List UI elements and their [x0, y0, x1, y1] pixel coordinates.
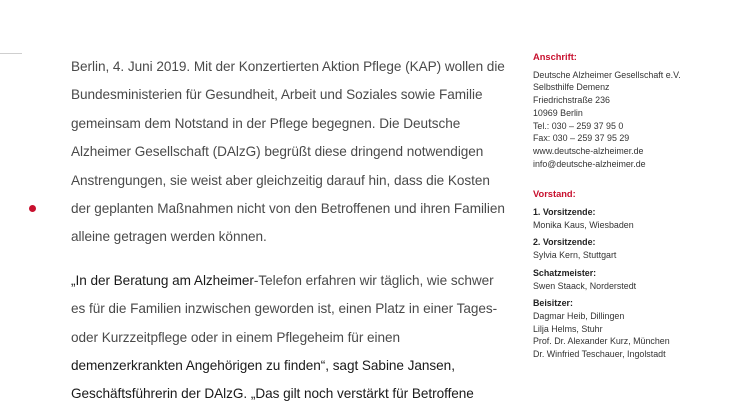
paragraph-quote [71, 267, 511, 409]
chair2-label: 2. Vorsitzende: [533, 237, 596, 248]
address-line: Deutsche Alzheimer Gesellschaft e.V. [533, 69, 681, 80]
website-link[interactable]: www.deutsche-alzheimer.de [533, 145, 644, 156]
assessors-label: Beisitzer: [533, 298, 573, 309]
treasurer-label: Schatzmeister: [533, 267, 597, 278]
quote-part-b: -Telefon erfahren wir täglich, wie schwer es für die Familien inzwischen geworden ist, einen Platz in einer Tages- oder Kurzzeitpflege oder in einem Pflegeheim für einen [71, 272, 498, 345]
contact-sidebar [533, 51, 743, 361]
address-heading: Anschrift: [533, 52, 577, 62]
paragraph-intro: Berlin, 4. Juni 2019. Mit der Konzertierten Aktion Pflege (KAP) wollen die Bundesministerien für Gesundheit, Arbeit und Soziales sowie Familie gemeinsam dem Notstand in der Pflege begegnen. Die Deutsche Alzheimer Gesellschaft (DAlzG) begrüßt diese dringend notwendigen Anstrengungen, sie weist aber gleichzeitig darauf hin, dass die Kosten der geplanten Maßnahmen nicht von den Betroffenen und ihren Familien alleine getragen werden können. [71, 59, 505, 245]
chair2-name: Sylvia Kern, Stuttgart [533, 250, 617, 261]
email-link[interactable]: info@deutsche-alzheimer.de [533, 158, 646, 169]
board-heading: Vorstand: [533, 189, 576, 200]
assessor-name: Lilja Helms, Stuhr [533, 323, 603, 334]
phone-line: Tel.: 030 – 259 37 95 0 [533, 120, 624, 131]
assessor-name: Dr. Winfried Teschauer, Ingolstadt [533, 349, 666, 360]
assessor-name: Prof. Dr. Alexander Kurz, München [533, 336, 670, 347]
treasurer-name: Swen Staack, Norderstedt [533, 280, 637, 291]
address-line: 10969 Berlin [533, 107, 583, 118]
quote-part-a: „In der Beratung am Alzheimer [71, 272, 254, 288]
address-line: Friedrichstraße 236 [533, 95, 610, 106]
chair1-name: Monika Kaus, Wiesbaden [533, 219, 634, 230]
red-bullet-marker [29, 205, 36, 212]
top-divider [0, 53, 22, 54]
address-line: Selbsthilfe Demenz [533, 82, 610, 93]
assessor-name: Dagmar Heib, Dillingen [533, 310, 625, 321]
fax-line: Fax: 030 – 259 37 95 29 [533, 133, 630, 144]
quote-part-c: demenzerkrankten Angehörigen zu finden“, sagt Sabine Jansen, Geschäftsführerin der DAlzG. „Das gilt noch verstärkt für Betroffene [71, 358, 474, 402]
chair1-label: 1. Vorsitzende: [533, 207, 596, 218]
press-release-body [71, 53, 511, 409]
